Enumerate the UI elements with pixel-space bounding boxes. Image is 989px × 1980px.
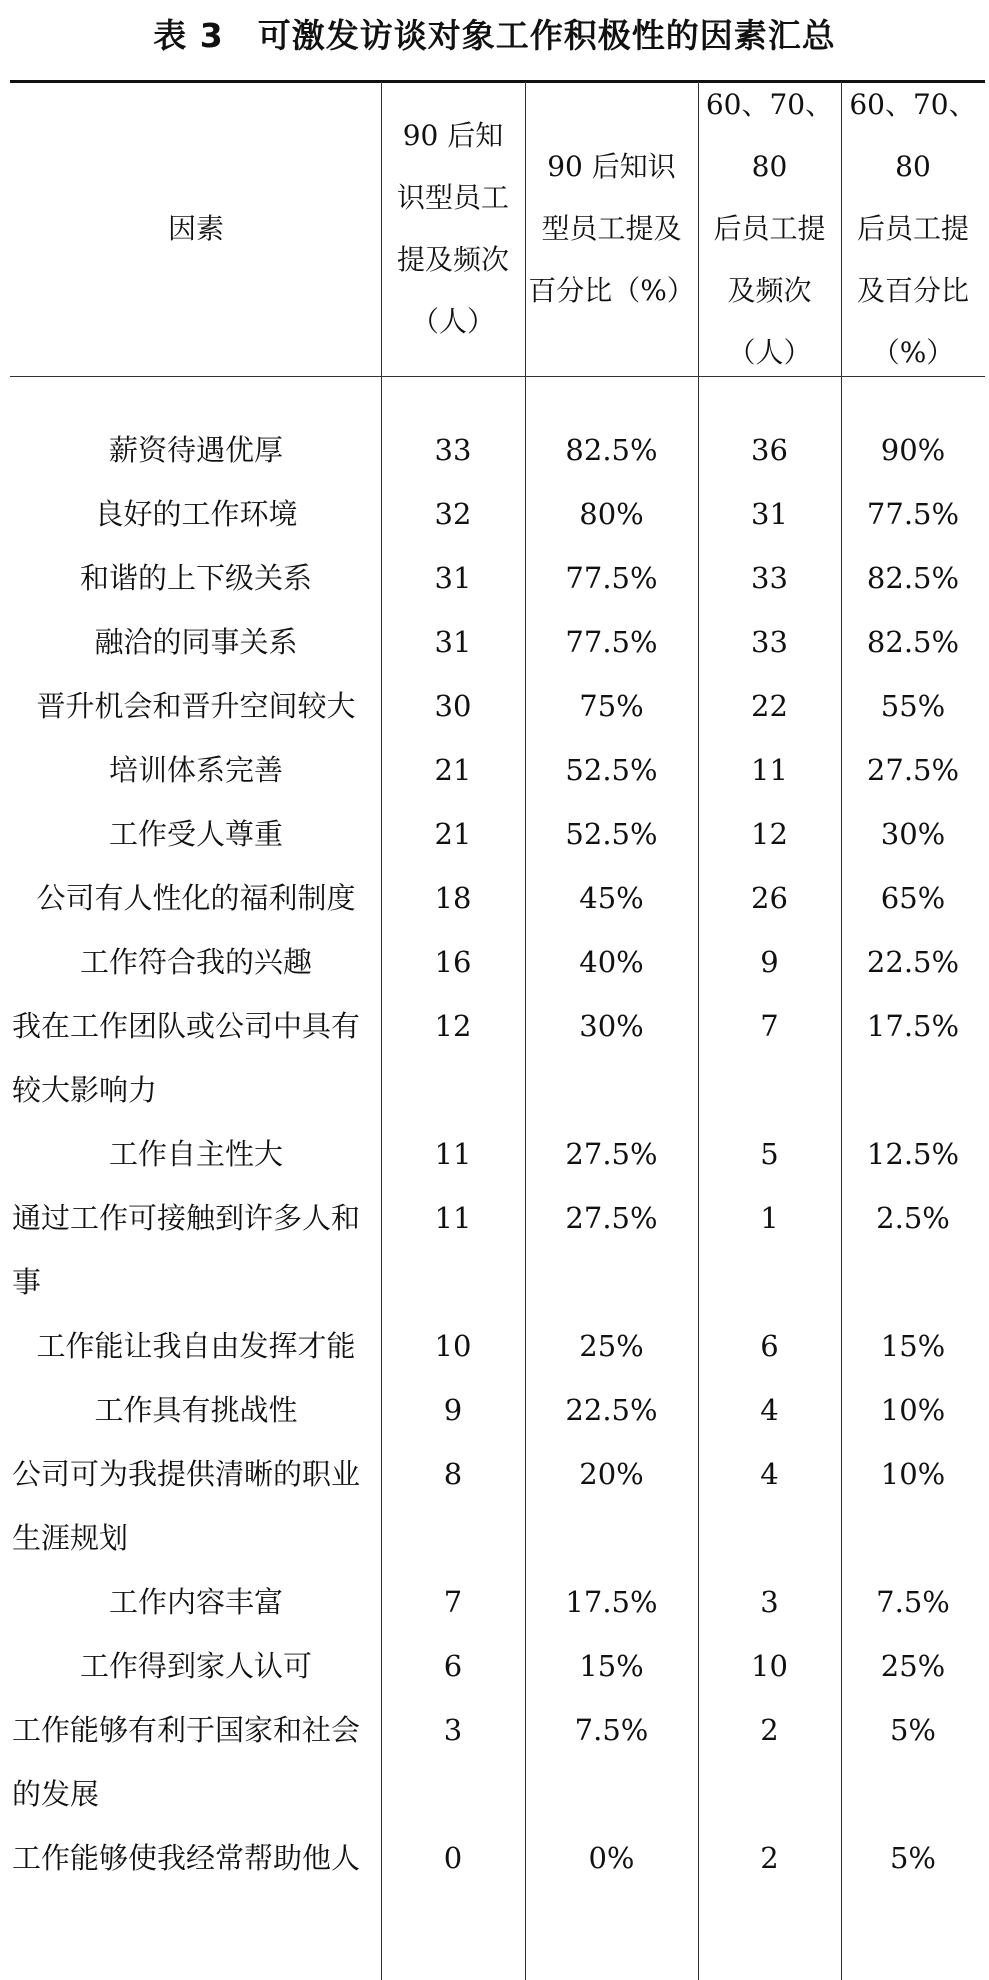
header-line: 90 后知 — [402, 119, 504, 152]
count-90s-cell: 8 — [443, 1457, 463, 1491]
percent-older-cell: 10% — [880, 1393, 946, 1427]
count-older-cell: 9 — [760, 945, 779, 979]
count-older-cell: 5 — [760, 1137, 779, 1171]
count-90s-cell: 21 — [434, 753, 472, 787]
percent-90s-cell: 20% — [579, 1457, 644, 1491]
count-older-cell: 2 — [760, 1841, 779, 1875]
factor-cell: 工作具有挑战性 — [94, 1393, 298, 1427]
factor-cell: 通过工作可接触到许多人和事 — [12, 1201, 361, 1299]
table-row — [0, 1442, 989, 1570]
percent-older-cell: 17.5% — [866, 1009, 960, 1043]
table-row — [0, 418, 989, 482]
factor-cell: 工作受人尊重 — [108, 817, 283, 851]
header-line: 后员工提 — [713, 212, 826, 245]
factor-cell: 工作能够有利于国家和社会的发展 — [12, 1713, 361, 1811]
percent-older-cell: 27.5% — [866, 753, 960, 787]
percent-90s-cell: 52.5% — [565, 817, 658, 851]
count-90s-cell: 3 — [443, 1713, 463, 1747]
percent-older-cell: 65% — [880, 881, 946, 915]
factor-cell: 工作能让我自由发挥才能 — [36, 1329, 356, 1363]
count-older-cell: 26 — [751, 881, 788, 915]
count-90s-cell: 6 — [443, 1649, 463, 1683]
factor-cell: 工作得到家人认可 — [79, 1649, 312, 1683]
header-line: 提及频次 — [396, 243, 509, 276]
header-line: 及百分比 — [856, 274, 969, 307]
count-90s-cell: 16 — [434, 945, 472, 979]
table-row — [0, 674, 989, 738]
count-older-cell: 4 — [760, 1457, 779, 1491]
table-row — [0, 930, 989, 994]
table-row — [0, 866, 989, 930]
header-line: 60、70、80 — [705, 88, 834, 183]
count-90s-cell: 11 — [434, 1201, 472, 1235]
header-line: 后员工提 — [856, 212, 969, 245]
header-line: 识型员工 — [396, 181, 509, 214]
header-line: （%） — [871, 336, 955, 369]
percent-90s-cell: 27.5% — [565, 1201, 658, 1235]
percent-90s-cell: 77.5% — [565, 625, 658, 659]
header-90s-percent — [526, 84, 697, 374]
percent-90s-cell: 27.5% — [565, 1137, 658, 1171]
percent-90s-cell: 52.5% — [565, 753, 658, 787]
table-row — [0, 994, 989, 1122]
percent-older-cell: 30% — [880, 817, 946, 851]
percent-older-cell: 5% — [889, 1841, 936, 1875]
count-older-cell: 10 — [751, 1649, 788, 1683]
factor-cell: 公司有人性化的福利制度 — [36, 881, 356, 915]
factor-cell: 工作能够使我经常帮助他人 — [12, 1841, 361, 1875]
percent-90s-cell: 15% — [579, 1649, 644, 1683]
percent-older-cell: 82.5% — [866, 625, 960, 659]
table-row — [0, 1826, 989, 1954]
percent-90s-cell: 25% — [579, 1329, 644, 1363]
header-line: （人） — [727, 336, 812, 369]
factor-cell: 工作符合我的兴趣 — [79, 945, 312, 979]
count-older-cell: 11 — [751, 753, 788, 787]
percent-older-cell: 5% — [889, 1713, 936, 1747]
percent-90s-cell: 82.5% — [565, 433, 658, 467]
percent-older-cell: 55% — [880, 689, 946, 723]
count-90s-cell: 30 — [434, 689, 472, 723]
percent-90s-cell: 0% — [588, 1841, 635, 1875]
table-row — [0, 1570, 989, 1634]
table-row — [0, 738, 989, 802]
header-line: （人） — [410, 305, 495, 338]
factor-cell: 公司可为我提供清晰的职业生涯规划 — [12, 1457, 361, 1555]
header-rule — [10, 376, 985, 377]
header-factor — [12, 84, 380, 374]
count-90s-cell: 9 — [443, 1393, 463, 1427]
count-90s-cell: 32 — [434, 497, 472, 531]
table-row — [0, 1186, 989, 1314]
header-line: 百分比（%） — [528, 274, 695, 307]
factor-cell: 培训体系完善 — [108, 753, 283, 787]
count-older-cell: 31 — [751, 497, 788, 531]
table-row — [0, 1378, 989, 1442]
header-90s-count — [382, 84, 524, 374]
percent-older-cell: 25% — [880, 1649, 946, 1683]
count-older-cell: 7 — [760, 1009, 779, 1043]
percent-90s-cell: 75% — [579, 689, 644, 723]
factor-cell: 融洽的同事关系 — [94, 625, 298, 659]
count-older-cell: 22 — [751, 689, 788, 723]
header-line: 90 后知识 — [547, 150, 676, 183]
percent-90s-cell: 30% — [579, 1009, 644, 1043]
header-line: 型员工提及 — [541, 212, 682, 245]
count-90s-cell: 11 — [434, 1137, 472, 1171]
table-title: 表 3 可激发访谈对象工作积极性的因素汇总 — [153, 15, 836, 55]
factor-cell: 薪资待遇优厚 — [108, 433, 283, 467]
factor-cell: 工作内容丰富 — [108, 1585, 283, 1619]
table-row — [0, 1698, 989, 1826]
percent-older-cell: 2.5% — [876, 1201, 950, 1235]
header-line: 及频次 — [727, 274, 812, 307]
percent-older-cell: 7.5% — [876, 1585, 950, 1619]
factor-cell: 工作自主性大 — [108, 1137, 283, 1171]
percent-older-cell: 10% — [880, 1457, 946, 1491]
header-line: 因素 — [167, 212, 224, 245]
header-older-percent — [842, 84, 984, 374]
percent-90s-cell: 22.5% — [565, 1393, 658, 1427]
table-row — [0, 1314, 989, 1378]
count-90s-cell: 21 — [434, 817, 472, 851]
factor-cell: 良好的工作环境 — [94, 497, 298, 531]
count-90s-cell: 33 — [434, 433, 472, 467]
percent-older-cell: 15% — [880, 1329, 946, 1363]
count-90s-cell: 12 — [434, 1009, 472, 1043]
count-90s-cell: 7 — [443, 1585, 463, 1619]
count-90s-cell: 0 — [443, 1841, 463, 1875]
percent-older-cell: 22.5% — [866, 945, 960, 979]
count-older-cell: 12 — [751, 817, 788, 851]
count-older-cell: 33 — [751, 625, 788, 659]
count-older-cell: 1 — [760, 1201, 779, 1235]
header-older-count — [699, 84, 840, 374]
percent-90s-cell: 7.5% — [574, 1713, 649, 1747]
count-older-cell: 33 — [751, 561, 788, 595]
count-90s-cell: 31 — [434, 625, 472, 659]
percent-90s-cell: 80% — [579, 497, 644, 531]
factor-cell: 晋升机会和晋升空间较大 — [36, 689, 356, 723]
table-row — [0, 482, 989, 546]
table-row — [0, 1122, 989, 1186]
count-90s-cell: 18 — [434, 881, 472, 915]
count-90s-cell: 10 — [434, 1329, 472, 1363]
count-older-cell: 6 — [760, 1329, 779, 1363]
count-older-cell: 4 — [760, 1393, 779, 1427]
count-older-cell: 2 — [760, 1713, 779, 1747]
table-row — [0, 546, 989, 610]
percent-90s-cell: 40% — [579, 945, 644, 979]
percent-older-cell: 77.5% — [866, 497, 960, 531]
table-row — [0, 1634, 989, 1698]
percent-90s-cell: 77.5% — [565, 561, 658, 595]
factor-cell: 和谐的上下级关系 — [79, 561, 312, 595]
table-row — [0, 802, 989, 866]
count-90s-cell: 31 — [434, 561, 472, 595]
table-row — [0, 610, 989, 674]
percent-older-cell: 12.5% — [866, 1137, 960, 1171]
factor-cell: 我在工作团队或公司中具有较大影响力 — [12, 1009, 361, 1107]
count-older-cell: 36 — [751, 433, 788, 467]
header-line: 60、70、80 — [849, 88, 977, 183]
percent-90s-cell: 17.5% — [565, 1585, 658, 1619]
count-older-cell: 3 — [760, 1585, 779, 1619]
percent-90s-cell: 45% — [579, 881, 644, 915]
percent-older-cell: 82.5% — [866, 561, 960, 595]
percent-older-cell: 90% — [880, 433, 946, 467]
